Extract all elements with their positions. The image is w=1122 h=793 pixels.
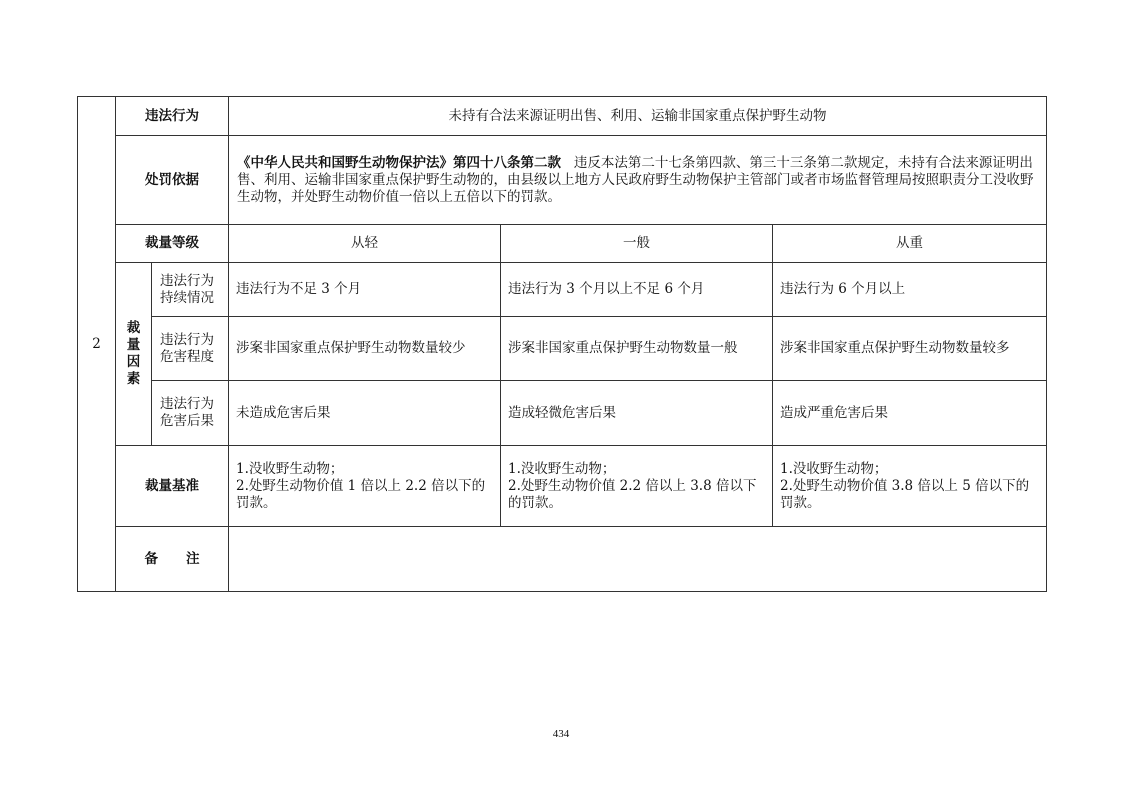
penalty-discretion-table (77, 96, 1047, 592)
factor-value: 涉案非国家重点保护野生动物数量一般 (501, 317, 773, 381)
standard-line: 2.处野生动物价值 3.8 倍以上 5 倍以下的罚款。 (780, 477, 1030, 511)
standard-row (78, 446, 1047, 527)
notes-label-char: 注 (186, 550, 200, 567)
factor-row (78, 317, 1047, 381)
factor-row (78, 263, 1047, 317)
law-text: 违反本法第二十七条第四款、第三十三条第二款规定，未持有合法来源证明出售、利用、运输非国家重点保护野生动物的，由县级以上地方人民政府野生动物保护主管部门或者市场监督管理局按照职责分工没收野生动物，并处野生动物价值一倍以上五倍以下的罚款。 (237, 154, 1034, 205)
notes-content (229, 527, 1047, 592)
factor-value: 违法行为不足 3 个月 (229, 263, 501, 317)
row-number: 2 (78, 97, 116, 592)
standard-line: 1.没收野生动物； (780, 460, 888, 477)
standard-line: 2.处野生动物价值 1 倍以上 2.2 倍以下的罚款。 (236, 477, 486, 511)
factor-value: 涉案非国家重点保护野生动物数量较多 (773, 317, 1047, 381)
notes-label-char: 备 (144, 550, 158, 567)
factors-label-char: 裁 (126, 320, 141, 336)
basis-label: 处罚依据 (116, 136, 229, 225)
factor-value: 违法行为 3 个月以上不足 6 个月 (501, 263, 773, 317)
level-lenient: 从轻 (229, 225, 501, 263)
factor-value: 未造成危害后果 (229, 381, 501, 446)
level-general: 一般 (501, 225, 773, 263)
violation-text: 未持有合法来源证明出售、利用、运输非国家重点保护野生动物 (229, 97, 1047, 136)
law-title: 《中华人民共和国野生动物保护法》第四十八条第二款 (237, 154, 561, 171)
factor-name: 违法行为危害后果 (152, 381, 229, 446)
levels-label: 裁量等级 (116, 225, 229, 263)
standard-line: 2.处野生动物价值 2.2 倍以上 3.8 倍以下的罚款。 (508, 477, 757, 511)
standard-cell (229, 446, 501, 527)
factor-name: 违法行为危害程度 (152, 317, 229, 381)
notes-label (116, 527, 229, 592)
factors-label-char: 素 (126, 371, 141, 387)
standard-line: 1.没收野生动物； (508, 460, 616, 477)
page-number: 434 (552, 728, 570, 740)
level-severe: 从重 (773, 225, 1047, 263)
basis-row (78, 136, 1047, 225)
basis-text (229, 136, 1047, 225)
standard-cell (501, 446, 773, 527)
factor-name: 违法行为持续情况 (152, 263, 229, 317)
standard-cell (773, 446, 1047, 527)
factors-label-char: 量 (126, 337, 141, 353)
factors-label (116, 263, 152, 446)
factor-row (78, 381, 1047, 446)
factor-value: 涉案非国家重点保护野生动物数量较少 (229, 317, 501, 381)
factor-value: 造成严重危害后果 (773, 381, 1047, 446)
violation-row (78, 97, 1047, 136)
factors-label-char: 因 (126, 354, 141, 370)
notes-row (78, 527, 1047, 592)
violation-label: 违法行为 (116, 97, 229, 136)
levels-row (78, 225, 1047, 263)
factor-value: 造成轻微危害后果 (501, 381, 773, 446)
factor-value: 违法行为 6 个月以上 (773, 263, 1047, 317)
standard-line: 1.没收野生动物； (236, 460, 344, 477)
standard-label: 裁量基准 (116, 446, 229, 527)
